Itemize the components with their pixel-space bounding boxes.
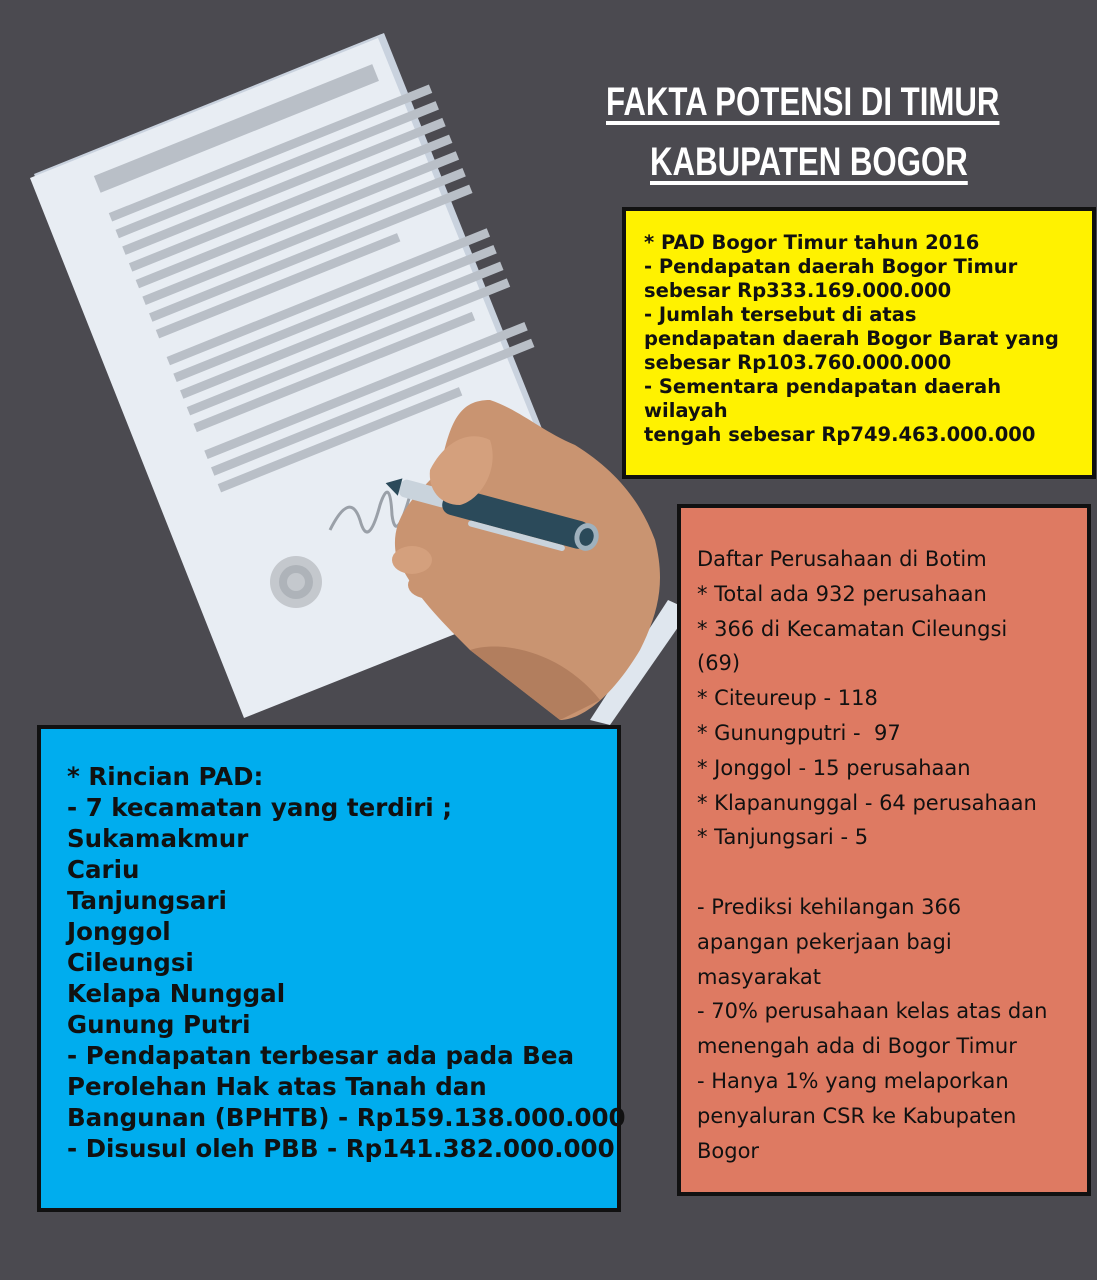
company-list-line: - Hanya 1% yang melaporkan <box>697 1068 1009 1093</box>
company-list-line: * Tanjungsari - 5 <box>697 825 869 850</box>
pad-detail-line: Kelapa Nunggal <box>67 979 286 1008</box>
pad-detail-box <box>37 725 626 1212</box>
pad-detail-line: Sukamakmur <box>67 824 249 853</box>
company-list-line: (69) <box>697 651 741 676</box>
pad-summary-line: - Jumlah tersebut di atas <box>644 303 917 326</box>
company-list-line: Daftar Perusahaan di Botim <box>697 547 987 571</box>
company-list-line: menengah ada di Bogor Timur <box>697 1034 1017 1059</box>
pad-detail-line: * Rincian PAD: <box>67 762 264 791</box>
pad-summary-line: - Sementara pendapatan daerah <box>644 375 1002 398</box>
company-list-line: * Gunungputri - 97 <box>697 720 901 745</box>
pad-summary-line: sebesar Rp103.760.000.000 <box>644 351 952 374</box>
pad-detail-line: Cileungsi <box>67 948 194 977</box>
company-list-line: penyaluran CSR ke Kabupaten <box>697 1103 1017 1128</box>
company-list-line: apangan pekerjaan bagi <box>697 929 952 954</box>
pad-summary-line: - Pendapatan daerah Bogor Timur <box>644 255 1018 278</box>
company-list-line: * 366 di Kecamatan Cileungsi <box>697 616 1008 641</box>
pad-summary-line: tengah sebesar Rp749.463.000.000 <box>644 423 1036 446</box>
company-list-line: * Klapanunggal - 64 perusahaan <box>697 790 1037 815</box>
pad-summary-box <box>622 207 1096 479</box>
company-list-line: Bogor <box>697 1138 760 1163</box>
seal-icon <box>270 556 322 608</box>
company-list-line: * Jonggol - 15 perusahaan <box>697 755 971 780</box>
pad-detail-line: Perolehan Hak atas Tanah dan <box>67 1072 487 1101</box>
pad-detail-line: - 7 kecamatan yang terdiri ; <box>67 793 453 822</box>
company-list-box <box>677 504 1091 1196</box>
pad-summary-line: sebesar Rp333.169.000.000 <box>644 279 952 302</box>
pad-detail-line: Jonggol <box>67 917 171 946</box>
pad-detail-line: - Disusul oleh PBB - Rp141.382.000.000 <box>67 1134 615 1163</box>
company-list-line: masyarakat <box>697 964 821 989</box>
company-list-line: * Citeureup - 118 <box>697 686 878 711</box>
pad-detail-line: Gunung Putri <box>67 1010 251 1039</box>
pad-detail-line: Tanjungsari <box>67 886 227 915</box>
pad-detail-line: - Pendapatan terbesar ada pada Bea <box>67 1041 574 1070</box>
pad-summary-line: pendapatan daerah Bogor Barat yang <box>644 327 1059 350</box>
pad-detail-line: Cariu <box>67 855 140 884</box>
company-list-line: * Total ada 932 perusahaan <box>697 581 987 606</box>
pad-summary-line: * PAD Bogor Timur tahun 2016 <box>644 231 980 254</box>
company-list-line <box>697 855 1079 890</box>
pad-summary-line: wilayah <box>644 399 728 422</box>
title-line-1: FAKTA POTENSI DI TIMUR <box>606 80 1000 124</box>
title-line-2: KABUPATEN BOGOR <box>650 140 968 184</box>
company-list-line: - Prediksi kehilangan 366 <box>697 894 962 919</box>
pad-detail-line: Bangunan (BPHTB) - Rp159.138.000.000 <box>67 1103 626 1132</box>
company-list-line: - 70% perusahaan kelas atas dan <box>697 999 1048 1024</box>
